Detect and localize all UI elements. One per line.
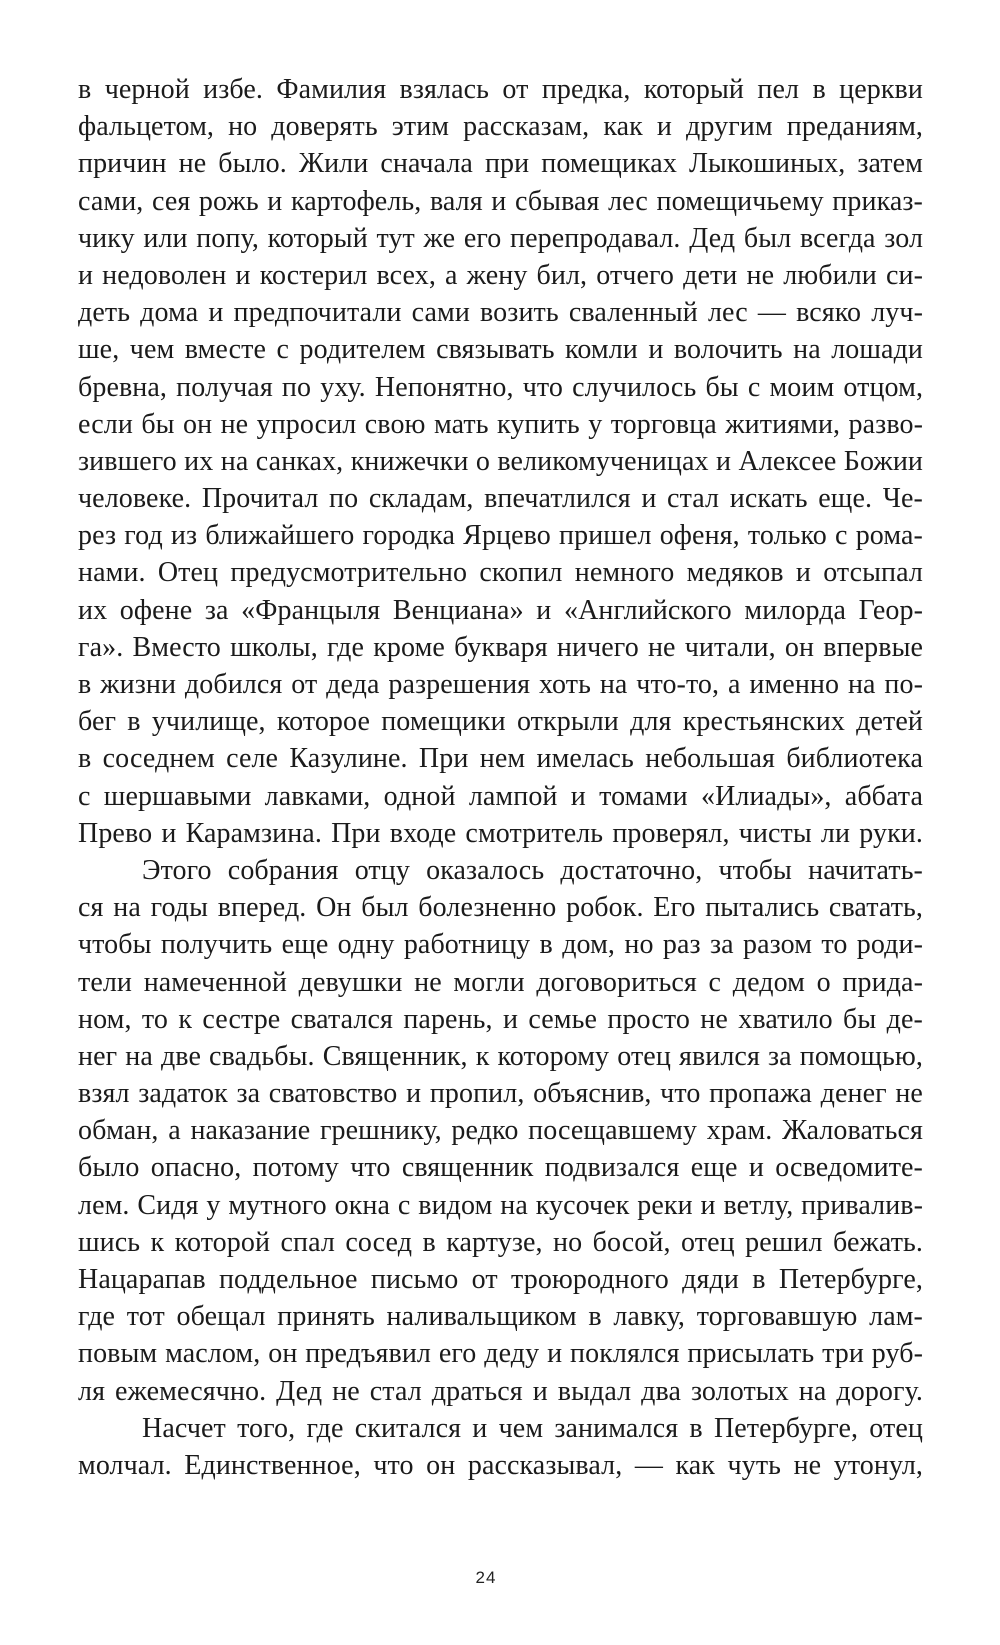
text-line-content: нами. Отец предусмотрительно скопил немного медяков и отсыпал: [78, 557, 923, 589]
text-line: [78, 1112, 923, 1149]
text-line-content: га». Вместо школы, где кроме букваря ничего не читали, он впервые: [78, 631, 924, 663]
text-line: [78, 592, 923, 629]
paragraph: [78, 71, 923, 852]
text-line: [78, 1187, 923, 1224]
text-line-content: ше, чем вместе с родителем связывать комли и волочить на лошади: [78, 334, 924, 366]
text-line: [78, 926, 923, 963]
text-line-content: ном, то к сестре сватался парень, и семье просто не хватило бы де-: [78, 1003, 923, 1035]
text-line: [78, 703, 923, 740]
text-line: [78, 220, 923, 257]
text-line: [78, 1075, 923, 1112]
text-line-content: если бы он не упросил свою мать купить у торговца житиями, разво-: [78, 408, 923, 440]
text-line-content: шись к которой спал сосед в картузе, но босой, отец решил бежать.: [78, 1226, 924, 1258]
text-line-content: чику или попу, который тут же его перепродавал. Дед был всегда зол: [78, 222, 924, 254]
text-line-content: чтобы получить еще одну работницу в дом, но раз за разом то роди-: [78, 929, 923, 961]
text-line-content: в жизни добился от деда разрешения хоть на что-то, а именно на по-: [78, 669, 924, 700]
text-line-content: и недоволен и костерил всех, а жену бил, отчего дети не любили си-: [78, 259, 924, 291]
text-line-content: Этого собрания отцу оказалось достаточно, чтобы начитать-: [142, 854, 923, 886]
paragraph: [78, 852, 923, 1410]
text-line-content: ся на годы вперед. Он был болезненно робок. Его пытались сватать,: [78, 892, 924, 924]
text-line: [78, 294, 923, 331]
paragraph: [78, 1410, 923, 1484]
text-line-content: бег в училище, которое помещики открыли для крестьянских детей: [78, 706, 923, 738]
text-line-content: их офене за «Францыля Венциана» и «Английского милорда Геор-: [78, 594, 923, 626]
text-line: [78, 1261, 923, 1298]
text-line-content: Нацарапав поддельное письмо от троюродного дяди в Петербурге,: [78, 1264, 923, 1295]
text-line: [78, 145, 923, 182]
text-line: [78, 443, 923, 480]
text-line: [78, 406, 923, 443]
text-line: [78, 1298, 923, 1335]
text-line: [78, 1335, 923, 1372]
text-line: [78, 666, 923, 703]
text-line: [78, 964, 923, 1001]
text-line: [78, 1001, 923, 1038]
text-line-content: ля ежемесячно. Дед не стал драться и выдал два золотых на дорогу.: [78, 1375, 923, 1407]
text-line: [78, 1224, 923, 1261]
text-line-content: с шершавыми лавками, одной лампой и томами «Илиады», аббата: [78, 780, 924, 812]
text-line-content: где тот обещал принять наливальщиком в лавку, торговавшую лам-: [78, 1301, 923, 1333]
text-line-content: человеке. Прочитал по складам, впечатлился и стал искать еще. Че-: [78, 483, 923, 515]
text-line-content: сами, сея рожь и картофель, валя и сбывая лес помещичьему приказ-: [78, 185, 923, 217]
text-line-content: молчал. Единственное, что он рассказывал, — как чуть не утонул,: [78, 1449, 924, 1481]
text-line: [78, 257, 923, 294]
text-line: [78, 778, 923, 815]
text-line: [78, 1038, 923, 1075]
text-line-content: причин не было. Жили сначала при помещиках Лыкошиных, затем: [78, 148, 923, 180]
text-line-content: взял задаток за сватовство и пропил, объяснив, что пропажа денег не: [78, 1078, 923, 1110]
text-line: [78, 331, 923, 368]
text-line: [78, 108, 923, 145]
text-line: [78, 369, 923, 406]
text-line-content: бревна, получая по уху. Непонятно, что случилось бы с моим отцом,: [78, 371, 924, 403]
text-line-content: Прево и Карамзина. При входе смотритель проверял, чисты ли руки.: [78, 817, 923, 849]
text-line-content: Насчет того, где скитался и чем занимался в Петербурге, отец: [142, 1412, 923, 1444]
text-line: [78, 1410, 923, 1447]
text-line: [78, 1447, 923, 1484]
text-line-content: обман, а наказание грешнику, редко посещавшему храм. Жаловаться: [78, 1115, 923, 1147]
text-line-content: зившего их на санках, книжечки о великомученицах и Алексее Божии: [78, 445, 923, 477]
text-line: [78, 740, 923, 777]
text-line-content: рез год из ближайшего городка Ярцево пришел офеня, только с рома-: [78, 520, 923, 552]
text-line: [78, 852, 923, 889]
text-line: [78, 71, 923, 108]
text-line: [78, 1149, 923, 1186]
text-line: [78, 517, 923, 554]
text-line: [78, 815, 923, 852]
text-line-content: нег на две свадьбы. Священник, к которому отец явился за помощью,: [78, 1040, 923, 1072]
text-line-content: тели намеченной девушки не могли договориться с дедом о прида-: [78, 966, 924, 998]
text-line-content: повым маслом, он предъявил его деду и поклялся присылать три руб-: [78, 1338, 924, 1370]
text-line: [78, 183, 923, 220]
page-number: 24: [475, 1568, 497, 1587]
text-line: [78, 480, 923, 517]
text-line-content: лем. Сидя у мутного окна с видом на кусочек реки и ветлу, привалив-: [78, 1189, 924, 1221]
text-line-content: было опасно, потому что священник подвизался еще и осведомите-: [78, 1152, 923, 1184]
text-line-content: в черной избе. Фамилия взялась от предка, который пел в церкви: [78, 74, 923, 105]
body-text: [78, 71, 923, 1484]
text-line: [78, 629, 923, 666]
text-line: [78, 554, 923, 591]
text-line: [78, 889, 923, 926]
text-line-content: деть дома и предпочитали сами возить сваленный лес — всяко луч-: [78, 297, 924, 329]
text-line: [78, 1373, 923, 1410]
text-line-content: фальцетом, но доверять этим рассказам, как и другим преданиям,: [78, 111, 924, 143]
text-line-content: в соседнем селе Казулине. При нем имелась небольшая библиотека: [78, 743, 923, 775]
